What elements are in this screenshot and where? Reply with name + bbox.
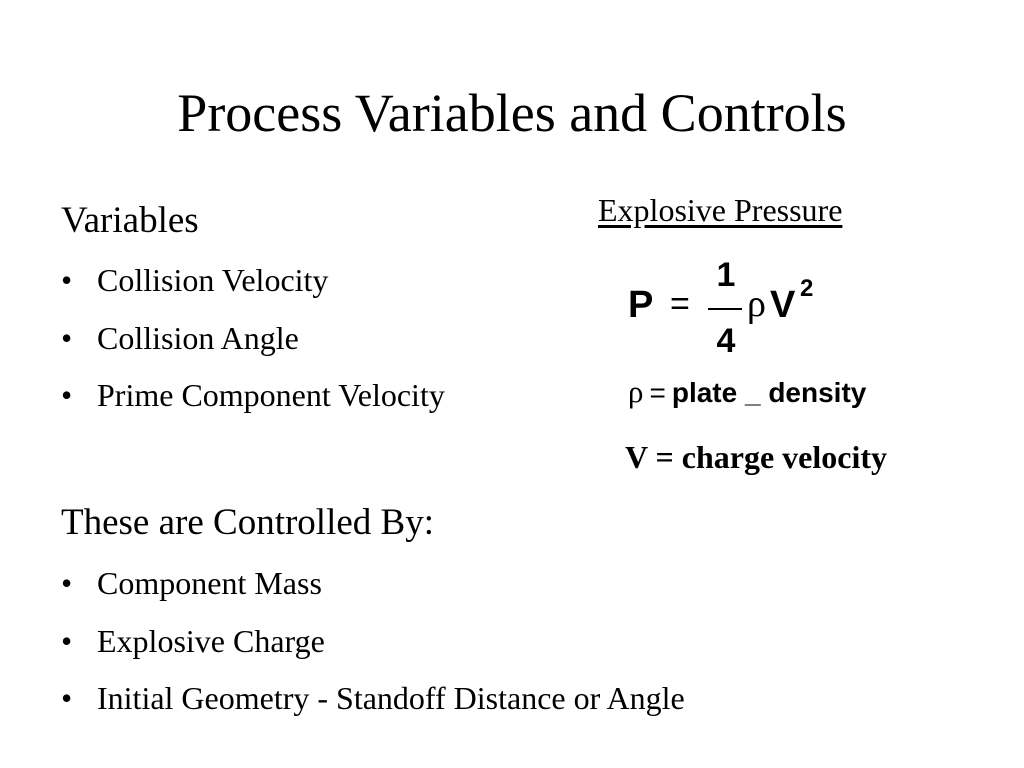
slide-title: Process Variables and Controls xyxy=(177,83,847,143)
list-item xyxy=(61,317,445,375)
fraction-denominator: 4 xyxy=(716,322,736,360)
explosive-pressure-heading: Explosive Pressure xyxy=(598,192,843,228)
list-item xyxy=(61,620,685,678)
bullet-icon: • xyxy=(61,565,73,601)
controls-list xyxy=(61,562,685,735)
rho-definition xyxy=(628,370,866,414)
list-item-text: Collision Angle xyxy=(97,319,299,356)
list-item-text: Collision Velocity xyxy=(97,262,329,298)
rho-equals: = xyxy=(649,377,666,408)
pressure-equation xyxy=(620,254,860,364)
bullet-icon: • xyxy=(61,319,73,356)
equation-equals: = xyxy=(670,285,690,323)
rho-definition-text: plate _ density xyxy=(671,377,867,408)
velocity-definition: V = charge velocity xyxy=(625,439,888,475)
list-item-text: Initial Geometry - Standoff Distance or Angle xyxy=(97,680,685,716)
bullet-icon: • xyxy=(61,262,73,298)
rho-symbol: ρ xyxy=(628,374,644,409)
equation-rho: ρ xyxy=(747,283,766,325)
controls-heading: These are Controlled By: xyxy=(61,502,434,543)
equation-lhs: P xyxy=(628,284,654,326)
list-item xyxy=(61,562,685,620)
bullet-icon: • xyxy=(61,622,73,659)
equation-velocity: V xyxy=(770,284,796,326)
variables-heading: Variables xyxy=(61,200,199,241)
list-item xyxy=(61,374,445,432)
list-item xyxy=(61,677,685,735)
list-item-text: Explosive Charge xyxy=(97,622,325,659)
list-item-text: Prime Component Velocity xyxy=(97,377,445,413)
variables-list xyxy=(61,259,445,432)
list-item xyxy=(61,259,445,317)
equation-exponent: 2 xyxy=(800,275,814,302)
bullet-icon: • xyxy=(61,680,73,716)
fraction-bar xyxy=(708,308,742,310)
bullet-icon: • xyxy=(61,377,73,413)
list-item-text: Component Mass xyxy=(97,565,322,601)
fraction-numerator: 1 xyxy=(716,256,736,294)
